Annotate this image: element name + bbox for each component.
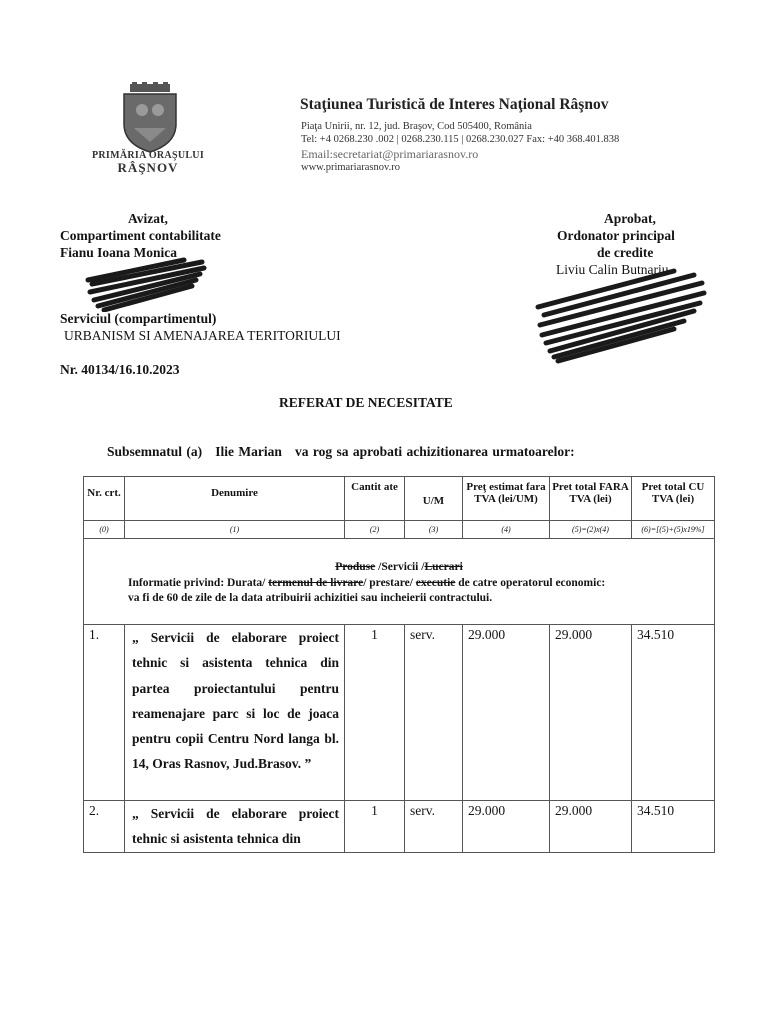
table-row <box>84 625 715 801</box>
rasnov-coat-of-arms-icon <box>112 82 188 154</box>
header-um: U/M <box>405 477 463 521</box>
signature-scribble-left <box>84 252 214 312</box>
procurement-type <box>84 561 714 573</box>
document-title: REFERAT DE NECESITATE <box>279 395 453 410</box>
avizat-label: Avizat, <box>128 211 168 226</box>
table-row <box>84 801 715 853</box>
accounting-department: Compartiment contabilitate <box>60 228 221 243</box>
header-total-fara: Pret total FARA TVA (lei) <box>550 477 632 521</box>
index-cell: (0) <box>84 521 125 539</box>
index-cell: (3) <box>405 521 463 539</box>
service-label: Serviciul (compartimentul) <box>60 311 217 326</box>
request-prefix: Subsemnatul (a) <box>107 444 203 459</box>
request-suffix: va rog sa aprobati achizitionarea urmatoarelor: <box>295 444 575 459</box>
row-total-fara: 29.000 <box>550 801 632 853</box>
letterhead-title: Staţiunea Turistică de Interes Naţional Râşnov <box>300 96 609 113</box>
document-number: Nr. 40134/16.10.2023 <box>60 362 180 377</box>
header-pret-unit: Preţ estimat fara TVA (lei/UM) <box>463 477 550 521</box>
signature-scribble-right <box>534 265 714 365</box>
town-name-label: RÂŞNOV <box>117 160 179 175</box>
header-denumire: Denumire <box>125 477 345 521</box>
ordonator-label: Ordonator principal <box>557 228 675 243</box>
info-row <box>84 539 715 625</box>
row-nr: 2. <box>84 801 125 853</box>
execution-struck: executie <box>415 577 456 589</box>
type-works-struck: Lucrari <box>424 561 463 573</box>
duration-text: / prestare/ <box>363 577 416 589</box>
delivery-term-struck: termenul de livrare <box>268 577 364 589</box>
row-um: serv. <box>405 625 463 801</box>
header-nr: Nr. crt. <box>84 477 125 521</box>
type-products-struck: Produse <box>335 561 376 573</box>
row-pret-unit: 29.000 <box>463 801 550 853</box>
row-total-cu: 34.510 <box>632 801 715 853</box>
row-cantitate: 1 <box>345 625 405 801</box>
row-denumire: „ Servicii de elaborare proiect tehnic si asistenta tehnica din <box>125 801 345 853</box>
duration-text: de catre operatorul economic: <box>455 577 606 589</box>
request-line <box>107 444 575 460</box>
header-cantitate: Cantit ate <box>345 477 405 521</box>
index-cell: (1) <box>125 521 345 539</box>
letterhead-phones: Tel: +4 0268.230 .002 | 0268.230.115 | 0268.230.027 Fax: +40 368.401.838 <box>301 134 620 145</box>
index-cell: (4) <box>463 521 550 539</box>
service-name: URBANISM SI AMENAJAREA TERITORIULUI <box>64 328 341 343</box>
index-cell: (6)=[(5)+(5)x19%] <box>632 521 715 539</box>
aprobat-label: Aprobat, <box>604 211 656 226</box>
letterhead-website[interactable]: www.primariarasnov.ro <box>301 162 400 173</box>
row-denumire: „ Servicii de elaborare proiect tehnic si asistenta tehnica din partea proiectantului pentru reamenajare parc si loc de joaca pentru copii Centru Nord langa bl. 14, Oras Rasnov, Jud.Brasov. ” <box>125 625 345 801</box>
row-cantitate: 1 <box>345 801 405 853</box>
accounting-person: Fianu Ioana Monica <box>60 245 178 260</box>
row-pret-unit: 29.000 <box>463 625 550 801</box>
row-um: serv. <box>405 801 463 853</box>
row-total-fara: 29.000 <box>550 625 632 801</box>
index-cell: (2) <box>345 521 405 539</box>
mayor-office-label: PRIMĂRIA ORAŞULUI <box>91 150 205 161</box>
row-total-cu: 34.510 <box>632 625 715 801</box>
duration-text: Informatie privind: Durata/ <box>128 577 269 589</box>
credite-label: de credite <box>597 245 654 260</box>
index-row <box>84 521 715 539</box>
type-services: /Servicii / <box>375 561 425 573</box>
info-cell <box>84 539 715 625</box>
table-header-row <box>84 477 715 521</box>
letterhead-address: Piaţa Unirii, nr. 12, jud. Braşov, Cod 505400, România <box>301 121 532 132</box>
requester-name: Ilie Marian <box>215 444 282 459</box>
items-table <box>83 476 715 853</box>
approver-person: Liviu Calin Butnariu <box>556 262 669 277</box>
index-cell: (5)=(2)x(4) <box>550 521 632 539</box>
letterhead-email[interactable]: Email:secretariat@primariarasnov.ro <box>301 147 479 161</box>
row-nr: 1. <box>84 625 125 801</box>
duration-days: va fi de 60 de zile de la data atribuirii achizitiei sau incheierii contractului. <box>128 592 493 604</box>
header-total-cu: Pret total CU TVA (lei) <box>632 477 715 521</box>
duration-info <box>84 577 714 589</box>
